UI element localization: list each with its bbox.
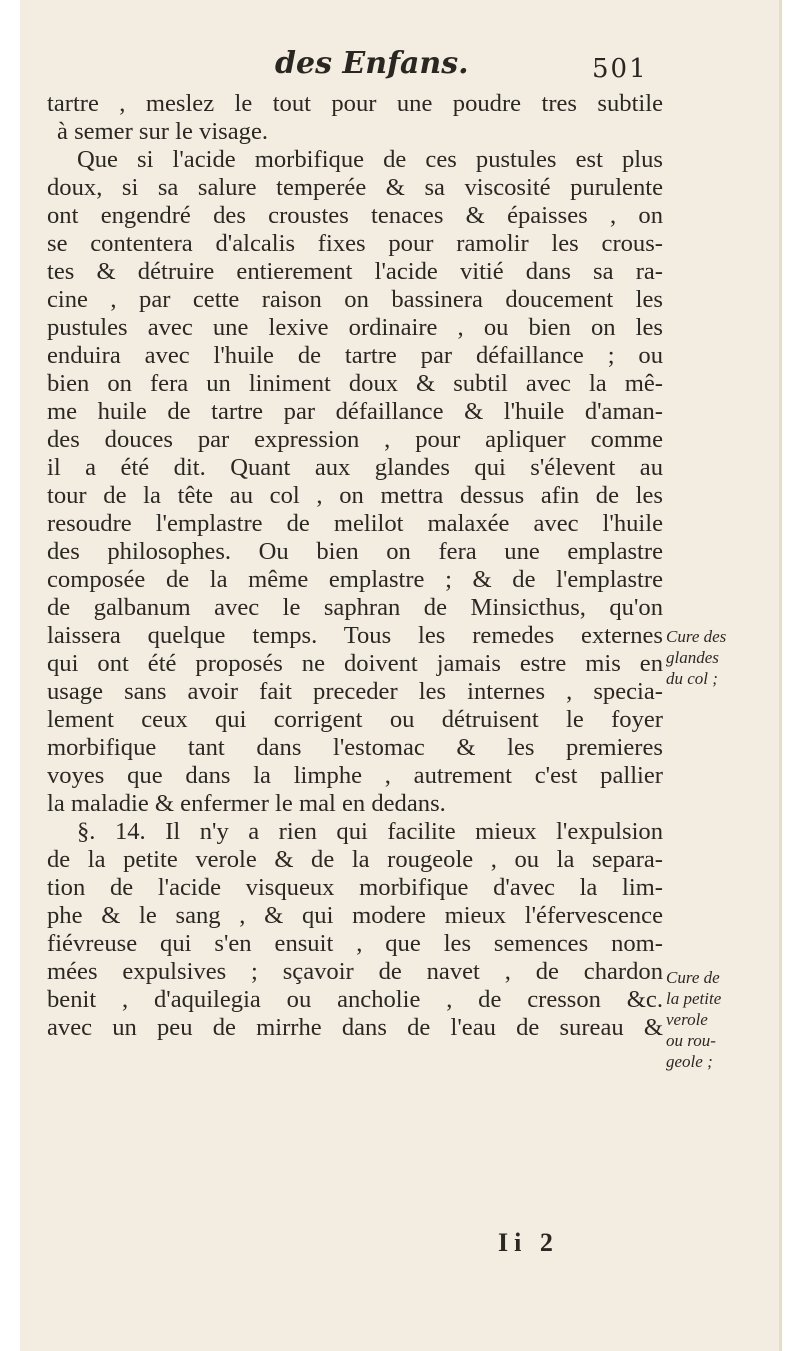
text-line: qui ont été proposés ne doivent jamais estre mis en (47, 650, 663, 677)
running-title: des Enfans. (275, 46, 469, 81)
text-line: me huile de tartre par défaillance & l'huile d'aman- (47, 398, 663, 425)
text-line: des douces par expression , pour apliquer comme (47, 426, 663, 453)
text-line: composée de la même emplastre ; & de l'emplastre (47, 566, 663, 593)
margin-note-cure-glandes (666, 626, 782, 689)
text-line: bien on fera un liniment doux & subtil avec la mê- (47, 370, 663, 397)
margin-note-line: Cure des (666, 627, 727, 646)
text-line: de la petite verole & de la rougeole , ou la separa- (47, 846, 663, 873)
text-line: à semer sur le visage. (57, 118, 269, 145)
text-line: laissera quelque temps. Tous les remedes externes (47, 622, 663, 649)
text-line: usage sans avoir fait preceder les internes , specia- (47, 678, 663, 705)
page-header (20, 46, 782, 86)
text-line: resoudre l'emplastre de melilot malaxée avec l'huile (47, 510, 663, 537)
margin-note-line: ou rou- (666, 1031, 716, 1050)
text-line: ont engendré des croustes tenaces & épaisses , on (47, 202, 663, 229)
text-line: se contentera d'alcalis fixes pour ramolir les crous- (47, 230, 663, 257)
text-line: morbifique tant dans l'estomac & les premieres (47, 734, 663, 761)
text-line: tes & détruire entierement l'acide vitié dans sa ra- (47, 258, 663, 285)
margin-note-line: la petite (666, 989, 722, 1008)
margin-note-line: geole ; (666, 1052, 713, 1071)
margin-note-line: Cure de (666, 968, 720, 987)
text-line: mées expulsives ; sçavoir de navet , de chardon (47, 958, 663, 985)
text-line: tion de l'acide visqueux morbifique d'avec la lim- (47, 874, 663, 901)
text-line: phe & le sang , & qui modere mieux l'éfervescence (47, 902, 663, 929)
text-line: fiévreuse qui s'en ensuit , que les semences nom- (47, 930, 663, 957)
text-line: avec un peu de mirrhe dans de l'eau de sureau & (47, 1014, 663, 1041)
text-line: cine , par cette raison on bassinera doucement les (47, 286, 663, 313)
text-line: lement ceux qui corrigent ou détruisent le foyer (47, 706, 663, 733)
text-line: doux, si sa salure temperée & sa viscosité purulente (47, 174, 663, 201)
signature-mark: Ii 2 (498, 1228, 559, 1257)
text-line: benit , d'aquilegia ou ancholie , de cresson &c. (47, 986, 663, 1013)
text-line: §. 14. Il n'y a rien qui facilite mieux l'expulsion (77, 818, 663, 845)
text-line: Que si l'acide morbifique de ces pustules est plus (77, 146, 663, 173)
text-line: il a été dit. Quant aux glandes qui s'élevent au (47, 454, 663, 481)
text-line: la maladie & enfermer le mal en dedans. (47, 790, 446, 817)
margin-note-line: glandes (666, 648, 719, 667)
text-line: enduira avec l'huile de tartre par défaillance ; ou (47, 342, 663, 369)
book-page (20, 0, 782, 1351)
page-number: 501 (592, 54, 648, 84)
text-line: des philosophes. Ou bien on fera une emplastre (47, 538, 663, 565)
text-line: tartre , meslez le tout pour une poudre tres subtile (47, 90, 663, 117)
text-line: tour de la tête au col , on mettra dessus afin de les (47, 482, 663, 509)
margin-note-cure-verole (666, 967, 782, 1072)
text-line: voyes que dans la limphe , autrement c'est pallier (47, 762, 663, 789)
margin-note-line: verole (666, 1010, 708, 1029)
text-line: pustules avec une lexive ordinaire , ou bien on les (47, 314, 663, 341)
body-text (47, 90, 663, 1042)
margin-note-line: du col ; (666, 669, 718, 688)
text-line: de galbanum avec le saphran de Minsicthus, qu'on (47, 594, 663, 621)
